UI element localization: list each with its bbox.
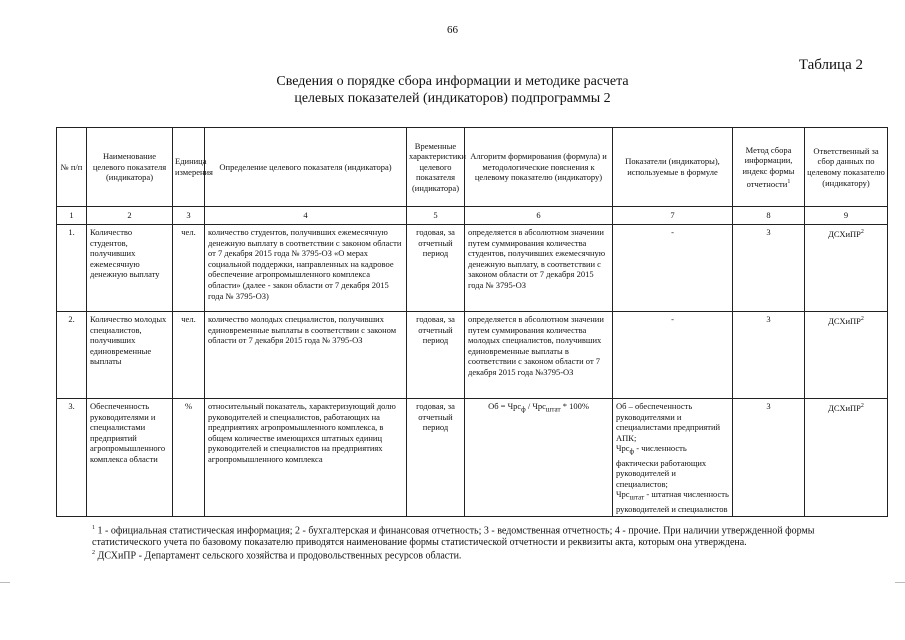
responsible-text: ДСХиПР — [828, 228, 861, 239]
table-row — [57, 312, 888, 399]
page-number: 66 — [447, 24, 458, 36]
header-cell-algorithm: Алгоритм формирования (формула) и методологические пояснения к целевому показателю (индикатору) — [465, 128, 613, 207]
header-method-text: Метод сбора информации, индекс формы отчетности — [742, 144, 795, 189]
unit: чел. — [173, 225, 205, 312]
table-row — [57, 399, 888, 517]
definition: количество молодых специалистов, получивших единовременные выплаты в соответствии с законом области от 7 декабря 2015 года № 3795-ОЗ — [205, 312, 407, 399]
algorithm: определяется в абсолютном значении путем суммирования количества молодых специалистов, получивших единовременные выплаты в соответствии с законом области от 7 декабря 2015 года №3795-ОЗ — [465, 312, 613, 399]
table-label: Таблица 2 — [798, 57, 863, 73]
title-line-2: целевых показателей (индикаторов) подпрограммы 2 — [294, 91, 611, 106]
footnote-2-mark: 2 — [92, 550, 95, 556]
responsible-footnote-mark: 2 — [860, 403, 864, 409]
footnote-1-text: 1 - официальная статистическая информация; 2 - бухгалтерская и финансовая отчетность; 3 - ведомственная отчетность; 4 - прочие. При наличии утвержденной формы статистического учета по базовому показателю приводятся наименование формы статистической отчетности и реквизиты акта, которым она утверждена. — [92, 525, 815, 549]
indicator-name: Количество молодых специалистов, получивших единовременные выплаты — [87, 312, 173, 399]
indicator-line: - численность фактически работающих руководителей и специалистов; — [616, 443, 707, 489]
responsible — [805, 225, 888, 312]
footnote-2 — [92, 547, 872, 562]
time-characteristics: годовая, за отчетный период — [407, 225, 465, 312]
formula-indicators: - — [613, 225, 733, 312]
definition: количество студентов, получивших ежемесячную денежную выплату в соответствии с законом области от 7 декабря 2015 года № 3795-ОЗ «О мерах социальной поддержки, направленных на кадровое обеспечение агропромышленного комплекса области» (далее - закон области от 7 декабря 2015 года № 3795-ОЗ) — [205, 225, 407, 312]
table-header-row — [57, 128, 888, 207]
footnote-2-text: ДСХиПР - Департамент сельского хозяйства и продовольственных ресурсов области. — [97, 550, 462, 562]
formula-part: Об = Чрс — [488, 401, 522, 411]
indicator-subscript: ф — [629, 448, 635, 457]
responsible — [805, 399, 888, 517]
column-number-row — [57, 207, 888, 225]
column-number: 8 — [733, 207, 805, 225]
indicator-line: - штатная численность руководителей и специалистов — [616, 489, 729, 514]
unit: % — [173, 399, 205, 517]
responsible — [805, 312, 888, 399]
indicator-symbol: Чрс — [616, 443, 630, 454]
formula — [465, 399, 613, 517]
cut-mark — [895, 582, 905, 583]
indicator-name: Количество студентов, получивших ежемесячную денежную выплату — [87, 225, 173, 312]
indicator-line: Об – обеспеченность руководителями и специалистами предприятий АПК; — [616, 401, 721, 443]
responsible-footnote-mark: 2 — [860, 229, 864, 235]
header-cell-time: Временные характеристики целевого показателя (индикатора) — [407, 128, 465, 207]
column-number: 7 — [613, 207, 733, 225]
header-cell-number: № п/п — [57, 128, 87, 207]
column-number: 6 — [465, 207, 613, 225]
formula-indicators: - — [613, 312, 733, 399]
title-line-1: Сведения о порядке сбора информации и методике расчета — [276, 74, 629, 89]
column-number: 4 — [205, 207, 407, 225]
row-number: 1. — [57, 225, 87, 312]
column-number: 9 — [805, 207, 888, 225]
footnote-1-mark: 1 — [92, 525, 95, 531]
formula-part: * 100% — [560, 401, 589, 411]
indicator-subscript: штат — [629, 494, 645, 503]
responsible-text: ДСХиПР — [828, 315, 861, 326]
column-number: 3 — [173, 207, 205, 225]
collection-method: 3 — [733, 312, 805, 399]
time-characteristics: годовая, за отчетный период — [407, 399, 465, 517]
algorithm: определяется в абсолютном значении путем суммирования количества студентов, получивших ежемесячную денежную выплату, в соответствии с законом области от 7 декабря 2015 года № 3795-ОЗ — [465, 225, 613, 312]
footnote-1 — [92, 522, 872, 549]
formula-indicators — [613, 399, 733, 517]
header-cell-name: Наименование целевого показателя (индикатора) — [87, 128, 173, 207]
table-row — [57, 225, 888, 312]
column-number: 2 — [87, 207, 173, 225]
indicator-symbol: Чрс — [616, 489, 630, 500]
collection-method: 3 — [733, 225, 805, 312]
document-title — [0, 73, 905, 107]
responsible-text: ДСХиПР — [828, 402, 861, 413]
formula-subscript: ф — [521, 405, 526, 414]
formula-part: / Чрс — [525, 401, 546, 411]
header-method-footnote-mark: 1 — [787, 178, 791, 185]
header-cell-unit: Единица измерения — [173, 128, 205, 207]
header-cell-responsible: Ответственный за сбор данных по целевому показателю (индикатору) — [805, 128, 888, 207]
column-number: 5 — [407, 207, 465, 225]
formula-subscript: штат — [545, 405, 561, 414]
time-characteristics: годовая, за отчетный период — [407, 312, 465, 399]
header-cell-definition: Определение целевого показателя (индикатора) — [205, 128, 407, 207]
responsible-footnote-mark: 2 — [860, 316, 864, 322]
indicators-table — [56, 127, 888, 517]
collection-method: 3 — [733, 399, 805, 517]
cut-mark — [0, 582, 10, 583]
indicator-name: Обеспеченность руководителями и специалистами предприятий агропромышленного комплекса области — [87, 399, 173, 517]
definition: относительный показатель, характеризующий долю руководителей и специалистов, работающих на предприятиях агропромышленного комплекса, в общем количестве имеющихся штатных единиц руководителей и специалистов на предприятиях агропромышленного комплекса — [205, 399, 407, 517]
header-cell-method — [733, 128, 805, 207]
row-number: 2. — [57, 312, 87, 399]
row-number: 3. — [57, 399, 87, 517]
unit: чел. — [173, 312, 205, 399]
column-number: 1 — [57, 207, 87, 225]
header-cell-indicators: Показатели (индикаторы), используемые в формуле — [613, 128, 733, 207]
